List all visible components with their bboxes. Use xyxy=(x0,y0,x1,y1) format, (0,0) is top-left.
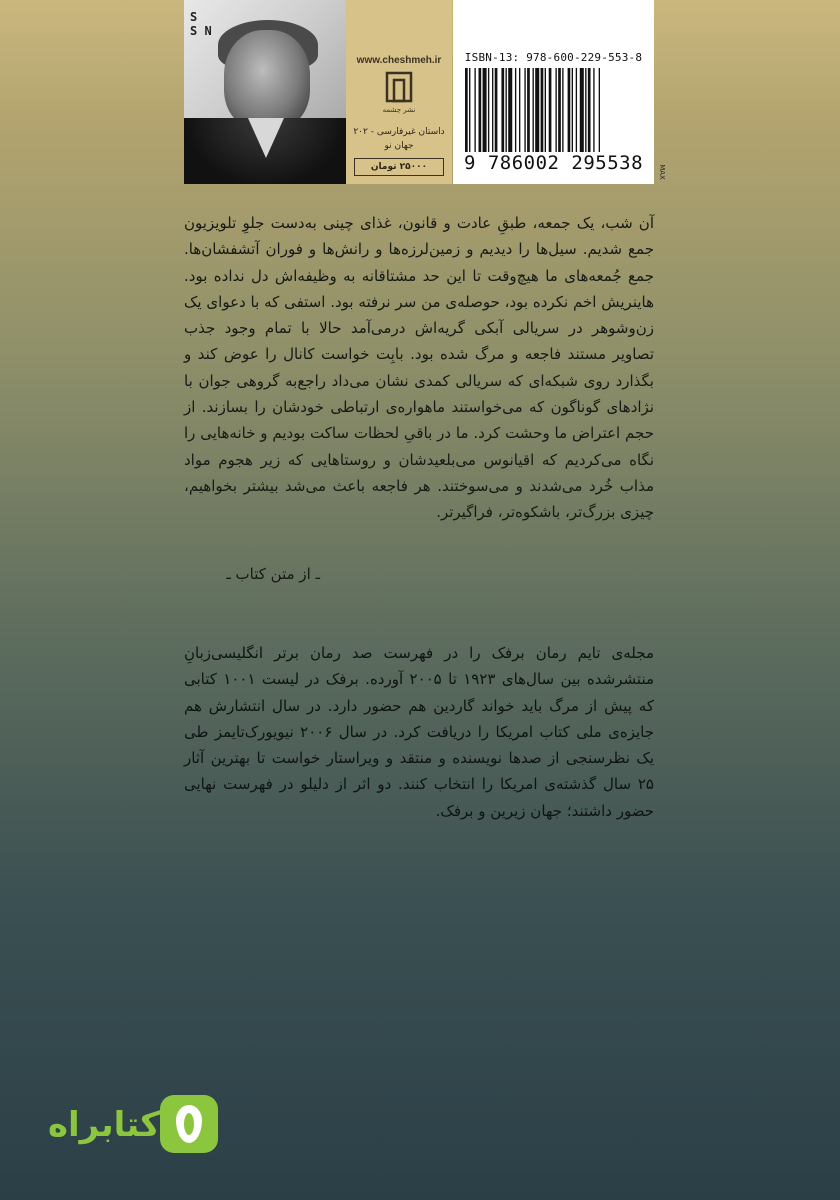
publisher-website: www.cheshmeh.ir xyxy=(356,55,442,66)
book-about: مجله‌ی تایم رمان برفک را در فهرست صد رمان برتر انگلیسی‌زبانِ منتشرشده بین سال‌های ۱۹۲۳ تا ۲۰۰۵ آورده. برفک در لیست ۱۰۰۱ کتابی که پیش از مرگ باید خواند گاردین هم حضور دارد. در سال انتشارش هم جایزه‌ی ملی کتاب امریکا را دریافت کرد. در سال ۲۰۰۶ نیویورک‌تایمز طی یک نظرسنجی از صدها نویسنده و منتقد و ویراستار خواست تا بهترین آثار ۲۵ سال گذشته‌ی امریکا را انتخاب کنند. دو اثر از دلیلو در فهرست نهایی حضور داشتند؛ جهان زیرین و برفک. xyxy=(184,644,655,820)
price-label: ۲۵۰۰۰ تومان xyxy=(354,158,444,176)
publisher-panel xyxy=(346,0,452,184)
side-code: MAX xyxy=(657,164,666,180)
photo-sign-text: S S N xyxy=(190,10,212,38)
publisher-name: نشر چشمه xyxy=(382,106,416,114)
barcode-panel xyxy=(453,0,654,184)
ketabrah-logo xyxy=(42,1095,222,1157)
excerpt-credit: ـ از متن کتاب ـ xyxy=(226,565,320,583)
barcode-digits: 9 786002 295538 xyxy=(463,152,644,174)
series-label: داستان غیرفارسی - ۲۰۲ xyxy=(353,127,445,137)
author-photo xyxy=(184,0,346,184)
ketabrah-wordmark: کتابراه xyxy=(47,1105,160,1145)
publisher-logo-icon xyxy=(384,70,414,104)
isbn-label: ISBN-13: 978-600-229-553-8 xyxy=(464,51,643,64)
sub-series-label: جهان نو xyxy=(384,141,414,151)
barcode-icon xyxy=(465,68,643,152)
photo-face xyxy=(224,30,310,130)
book-excerpt: آن شب، یک جمعه، طبقِ عادت و قانون، غذای چینی به‌دست جلوِ تلویزیون جمع شدیم. سیل‌ها را دیدیم و زمین‌لرزه‌ها و رانش‌ها و فوران آتشفشان‌ها. جمع جُمعه‌های ما هیچ‌وقت تا این حد مشتاقانه به وظیفه‌اش دل نداده بود. هاینریش اخم نکرده بود، حوصله‌ی من سر نرفته بود. استفی که با دعوای یک زن‌وشوهر در سریالی آبکی گریه‌اش درمی‌آمد حالا با تمام وجود جذب تصاویر مستند فاجعه و مرگ شده بود. بابِت خواست کانال را عوض کند و بگذارد روی شبکه‌ای که سریالی کمدی نشان می‌داد راجع‌به گروهی جوان با نژادهای گوناگون که می‌خواستند ماهواره‌ی ارتباطی خودشان را بسازند. از حجم اعتراض ما وحشت کرد. ما در باقیِ لحظات ساکت بودیم و خانه‌هایی را نگاه می‌کردیم که اقیانوس می‌بلعیدشان و روستاهایی که زیر هجوم مواد مذاب خُرد می‌شدند و می‌سوختند. هر فاجعه باعث می‌شد بیشتر بخواهیم، چیزی بزرگ‌تر، باشکوه‌تر، فراگیرتر. xyxy=(184,214,654,522)
ketabrah-logo-icon xyxy=(160,1095,218,1153)
